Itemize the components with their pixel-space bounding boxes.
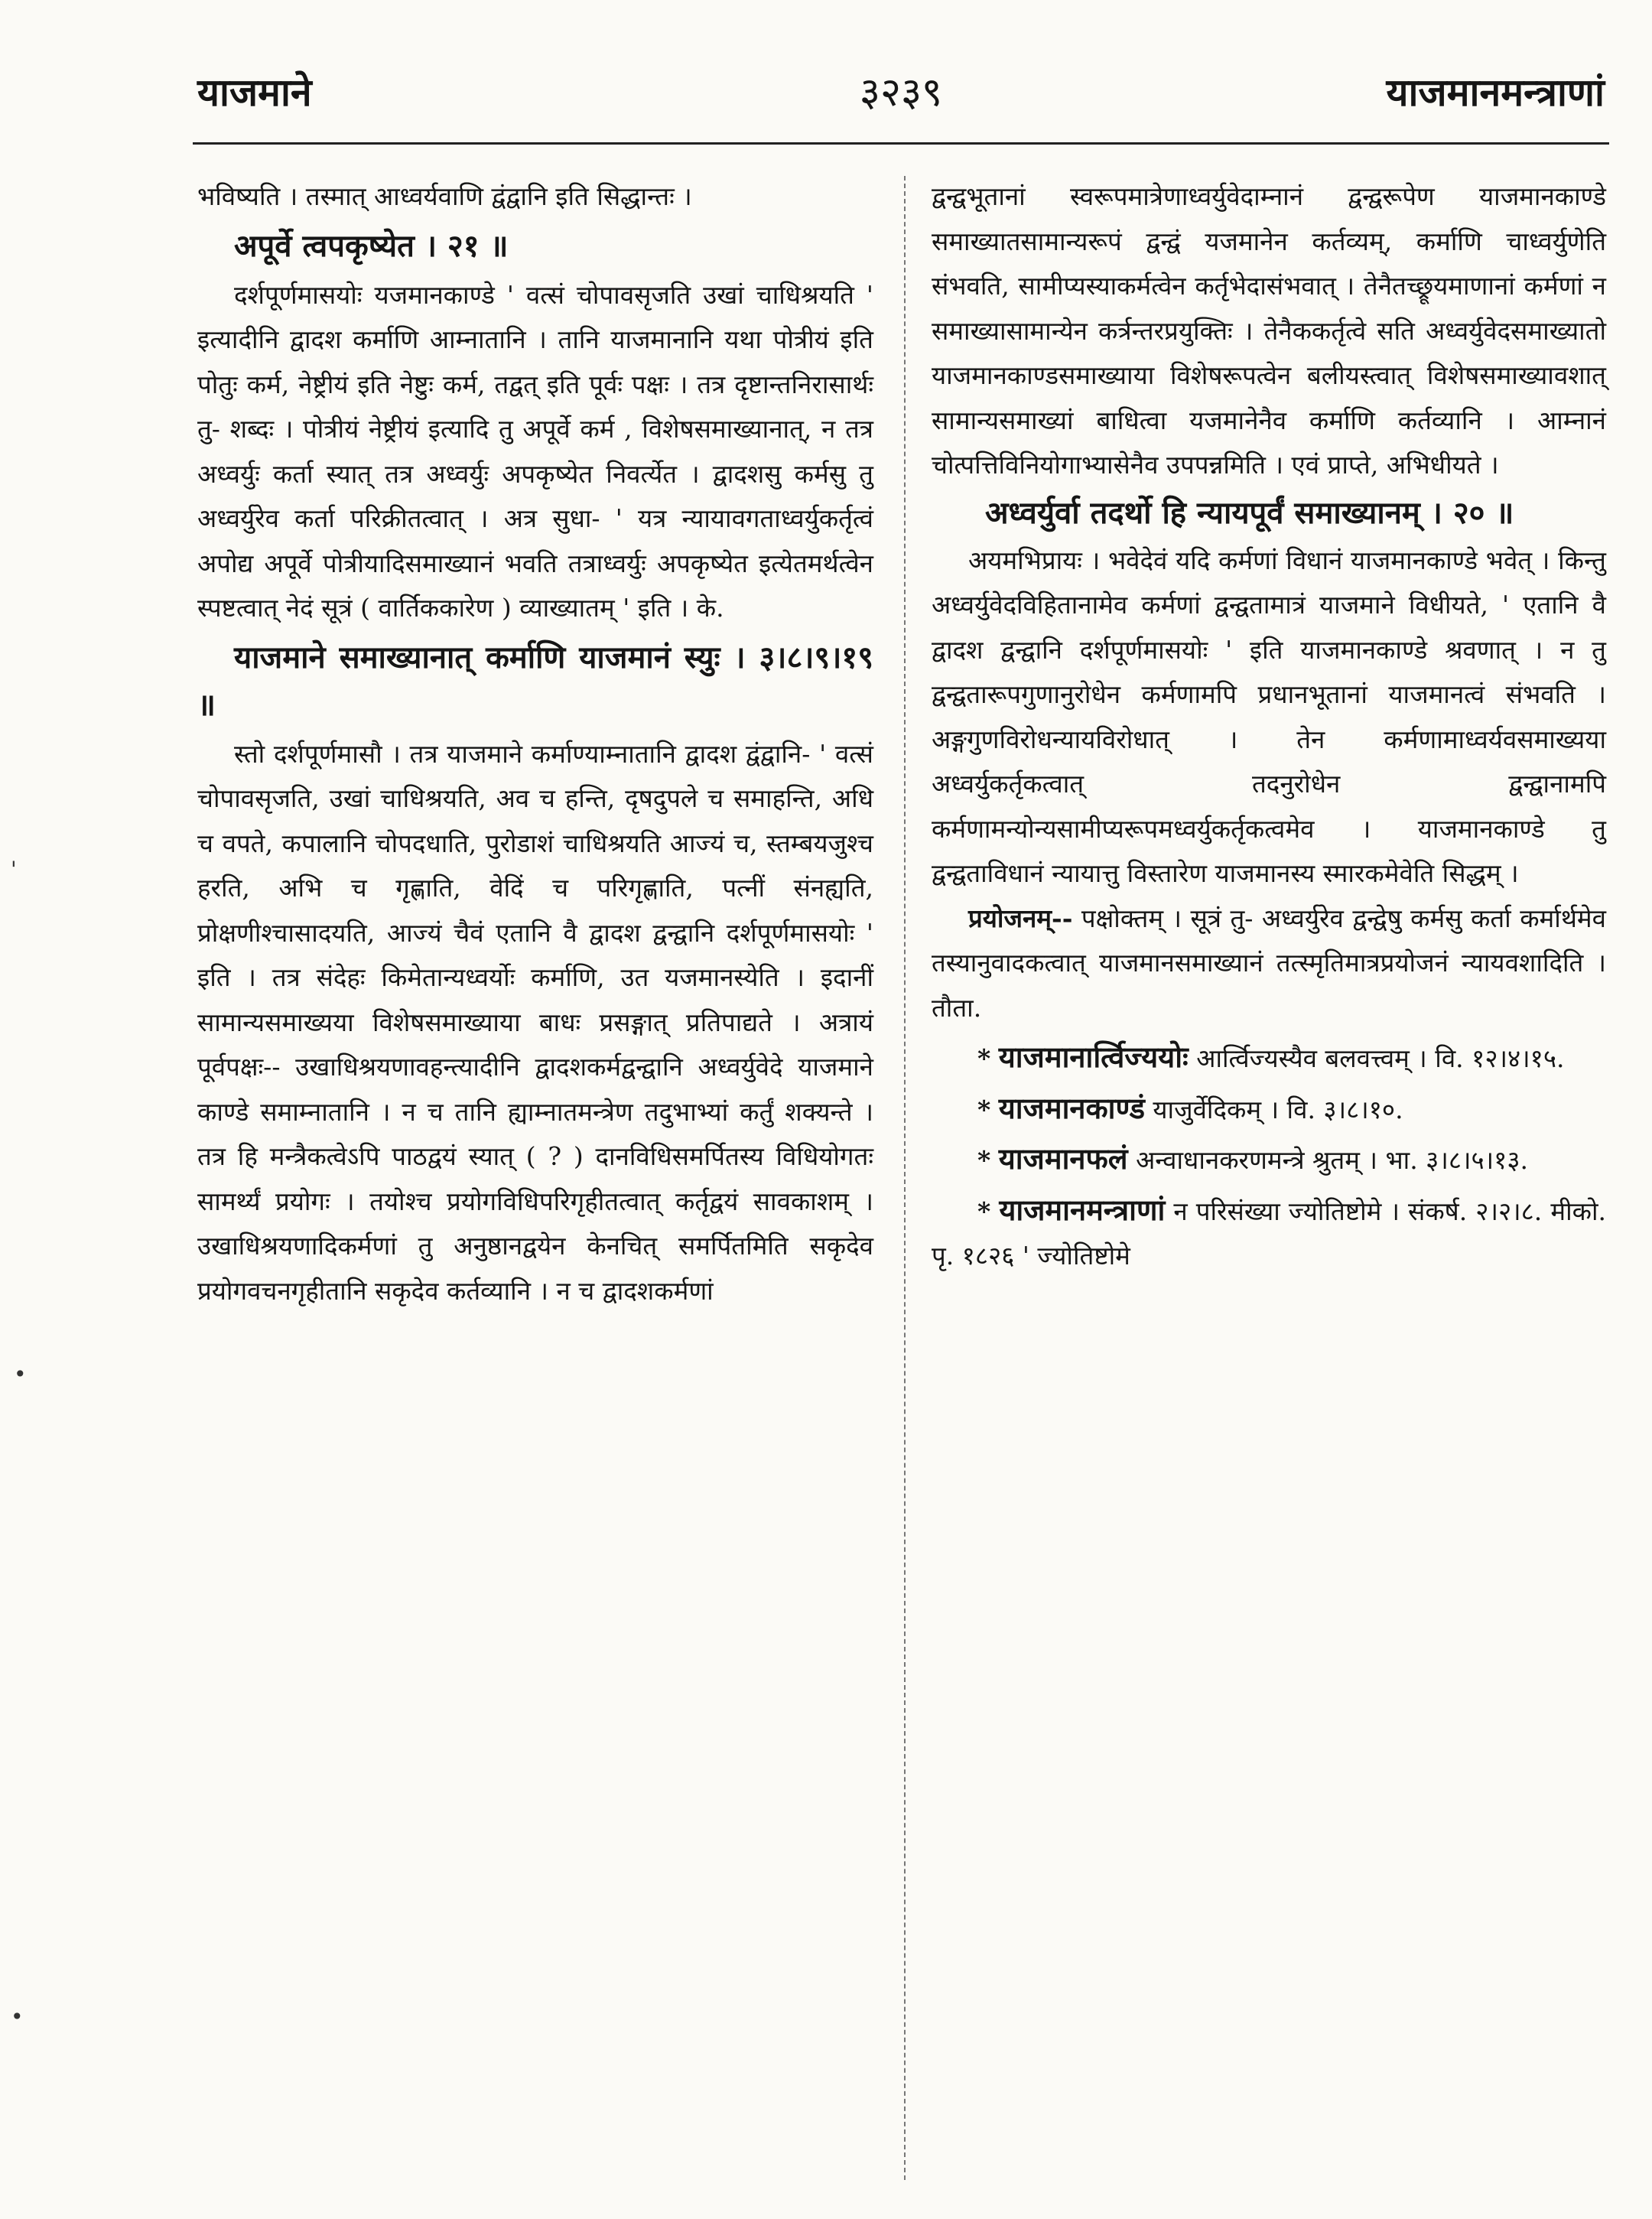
header-right: याजमानमन्त्राणां [1386,70,1605,115]
column-divider [904,176,906,2180]
sutra-heading: अपूर्वे त्वपकृष्येत । २१ ॥ [234,227,509,264]
prayojana-label: प्रयोजनम्-- [968,903,1073,933]
header-rule [193,142,1609,145]
paragraph: भविष्यति । तस्मात् आध्वर्यवाणि द्वंद्वानि इति सिद्धान्तः । [197,181,692,211]
paragraph: द्वन्द्वभूतानां स्वरूपमात्रेणाध्वर्युवेदाम्नानं द्वन्द्वरूपेण याजमानकाण्डे समाख्यातसामान्यरूपं द्वन्द्वं यजमानेन कर्तव्यम्, कर्माणि चाध्वर्युणेति संभवति, सामीप्यस्याकर्मत्वेन कर्तृभेदासंभवात् । तेनैतच्छ्रूयमाणानां कर्मणां न समाख्यासामान्येन कर्त्रन्तरप्रयुक्तिः । तेनैककर्तृत्वे सति अध्वर्युवेदसमाख्यातो याजमानकाण्डसमाख्याया विशेषरूपत्वेन बलीयस्त्वात् विशेषसमाख्यावशात् सामान्यसमाख्यां बाधित्वा यजमानेनैव कर्माणि कर्तव्यानि । आम्नानं चोत्पत्तिविनियोगाभ्यासेनैव उपपन्नमिति । एवं प्राप्ते, अभिधीयते । [932,181,1606,480]
paragraph: स्तो दर्शपूर्णमासौ । तत्र याजमाने कर्माण्याम्नातानि द्वादश द्वंद्वानि- ' वत्सं चोपावसृजति, उखां चाधिश्रयति, अव च हन्ति, दृषदुपले च समाहन्ति, अधि च वपते, कपालानि चोपदधाति, पुरोडाशं चाधिश्रयति आज्यं च, स्तम्बयजुश्च हरति, अभि च गृह्णाति, वेदिं च परिगृह्णाति, पत्नीं संनह्यति, प्रोक्षणीश्चासादयति, आज्यं चैवं एतानि वै द्वादश द्वन्द्वानि दर्शपूर्णमासयोः ' इति । तत्र संदेहः किमेतान्यध्वर्योः कर्माणि, उत यजमानस्येति । इदानीं सामान्यसमाख्यया विशेषसमाख्याया बाधः प्रसङ्गात् प्रतिपाद्यते । अत्रायं पूर्वपक्षः-- उखाधिश्रयणावहन्त्यादीनि द्वादशकर्मद्वन्द्वानि अध्वर्युवेदे याजमाने काण्डे समाम्नातानि । न च तानि ह्याम्नातमन्त्रेण तदुभाभ्यां कर्तुं शक्यन्ते । तत्र हि मन्त्रैकत्वेऽपि पाठद्वयं स्यात् ( ? ) दानविधिसमर्पितस्य विधियोगतः सामर्थ्यं प्रयोगः । तयोश्च प्रयोगविधिपरिगृहीतत्वात् कर्तृद्वयं सावकाशम् । उखाधिश्रयणादिकर्मणां तु अनुष्ठानद्वयेन केनचित् समर्पितमिति सकृदेव प्रयोगवचनगृहीतानि सकृदेव कर्तव्यानि । न च द्वादशकर्मणां [197,738,873,1306]
star-icon: * [977,1094,991,1124]
page-number: ३२३९ [859,70,943,116]
xref-text: अन्वाधानकरणमन्त्रे श्रुतम् । भा. ३।८।५।१३. [1136,1145,1528,1175]
prayojana-text: पक्षोक्तम् । सूत्रं तु- अध्वर्युरेव द्वन्द्वेषु कर्मसु कर्ता कर्मार्थमेव तस्यानुवादकत्वात् याजमानसमाख्यानं तत्स्मृतिमात्रप्रयोजनं न्यायवशादिति । तौता. [932,903,1606,1023]
xref-text: याजुर्वेदिकम् । वि. ३।८।१०. [1153,1094,1403,1124]
xref-text: न परिसंख्या ज्योतिष्टोमे । संकर्ष. २।२।८. मीको. पृ. १८२६ ' ज्योतिष्टोमे [932,1196,1607,1271]
running-header [197,66,1605,135]
prayojana-paragraph [932,896,1606,1031]
cross-reference [932,1137,1606,1183]
margin-mark: • [14,1362,27,1387]
right-column [932,174,1606,1279]
left-column [197,174,873,1313]
xref-lead: याजमानफलं [998,1141,1128,1176]
margin-mark: • [11,2004,24,2029]
cross-reference [932,1188,1606,1279]
paragraph: दर्शपूर्णमासयोः यजमानकाण्डे ' वत्सं चोपावसृजति उखां चाधिश्रयति ' इत्यादीनि द्वादश कर्माणि आम्नातानि । तानि याजमानानि यथा पोत्रीयं इति पोतुः कर्म, नेष्ट्रीयं इति नेष्टुः कर्म, तद्वत् इति पूर्वः पक्षः । तत्र दृष्टान्तनिरासार्थः तु- शब्दः । पोत्रीयं नेष्ट्रीयं इत्यादि तु अपूर्वे कर्म , विशेषसमाख्यानात्, न तत्र अध्वर्युः कर्ता स्यात् तत्र अध्वर्युः अपकृष्येत निवर्त्येत । द्वादशसु कर्मसु तु अध्वर्युरेव कर्ता परिक्रीतत्वात् । अत्र सुधा- ' यत्र न्यायावगताध्वर्युकर्तृत्वं अपोद्य अपूर्वे पोत्रीयादिसमाख्यानं भवति तत्राध्वर्युः अपकृष्येत इत्येतमर्थत्वेन स्पष्टत्वात् नेदं सूत्रं ( वार्तिककारेण ) व्याख्यातम् ' इति । के. [197,279,873,623]
star-icon: * [977,1196,991,1226]
margin-mark: ' [11,857,17,882]
xref-lead: याजमानकाण्डं [998,1090,1145,1125]
xref-lead: याजमानमन्त्राणां [999,1192,1166,1227]
sutra-heading: अध्वर्युर्वा तदर्थो हि न्यायपूर्वं समाख्यानम् । २० ॥ [985,494,1514,531]
xref-lead: याजमानार्त्विज्ययोः [998,1040,1189,1074]
star-icon: * [977,1043,991,1073]
cross-reference [932,1086,1606,1133]
paragraph: अयमभिप्रायः । भवेदेवं यदि कर्मणां विधानं याजमानकाण्डे भवेत् । किन्तु अध्वर्युवेदविहितानामेव कर्मणां द्वन्द्वतामात्रं याजमाने विधीयते, ' एतानि वै द्वादश द्वन्द्वानि दर्शपूर्णमासयोः ' इति याजमानकाण्डे श्रवणात् । न तु द्वन्द्वतारूपगुणानुरोधेन कर्मणामपि प्रधानभूतानां याजमानत्वं संभवति । अङ्गगुणविरोधन्यायविरोधात् । तेन कर्मणामाध्वर्यवसमाख्यया अध्वर्युकर्तृकत्वात् तदनुरोधेन द्वन्द्वानामपि कर्मणामन्योन्यसामीप्यरूपमध्वर्युकर्तृकत्वमेव । याजमानकाण्डे तु द्वन्द्वताविधानं न्यायात्तु विस्तारेण याजमानस्य स्मारकमेवेति सिद्धम् । [932,545,1606,888]
header-left: याजमाने [197,70,312,115]
xref-text: आर्त्विज्यस्यैव बलवत्त्वम् । वि. १२।४।१५. [1196,1043,1565,1073]
star-icon: * [977,1145,991,1175]
cross-reference [932,1035,1606,1082]
sutra-heading: याजमाने समाख्यानात् कर्माणि याजमानं स्युः । ३।८।९।१९ ॥ [197,639,873,723]
